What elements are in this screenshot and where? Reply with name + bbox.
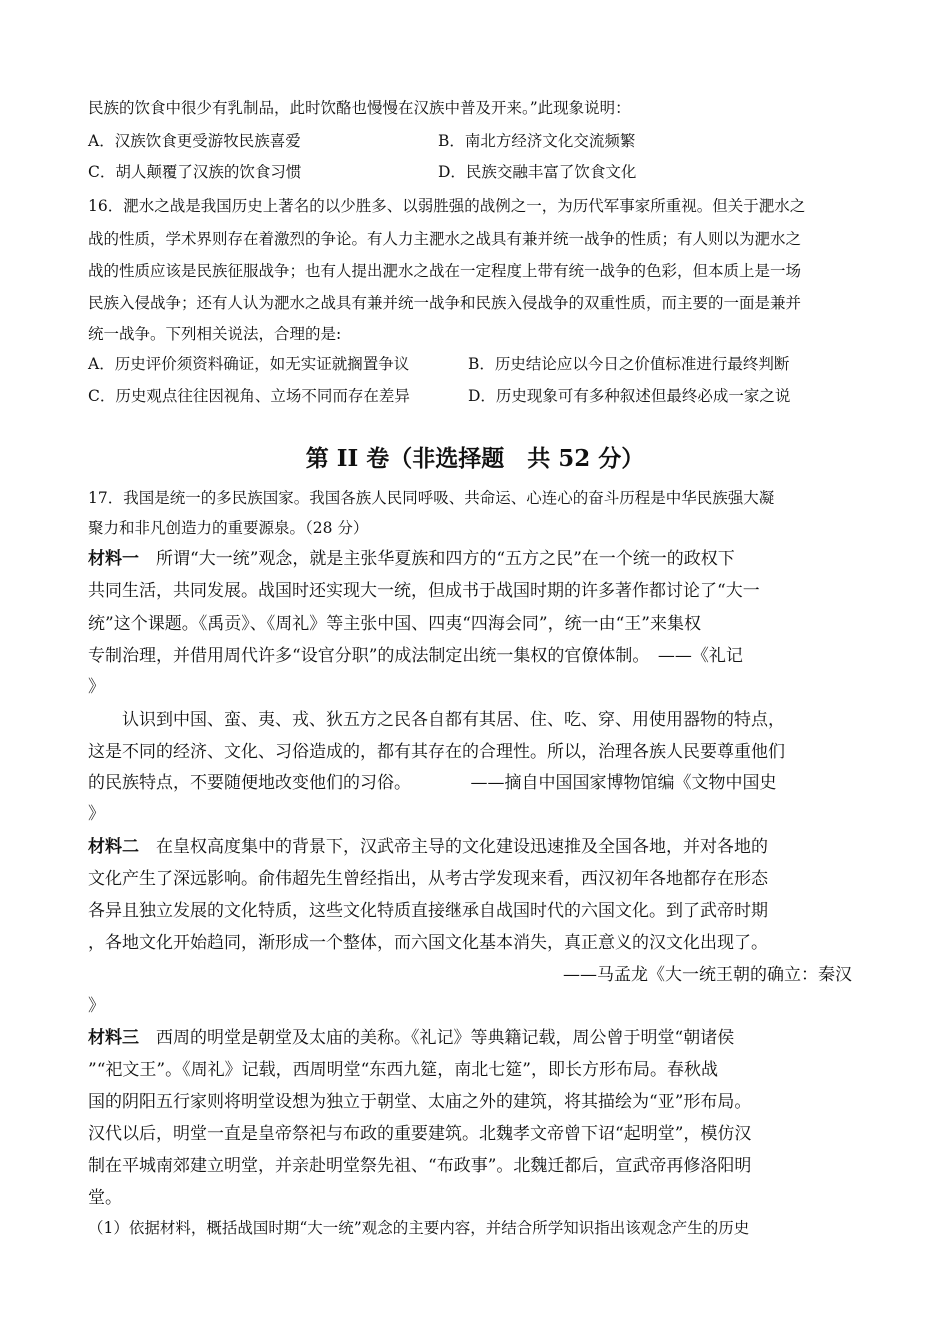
material-1-text: 所谓“大一统”观念，就是主张华夏族和四方的“五方之民”在一个统一的政权下: [139, 549, 735, 569]
material-1-line: 共同生活，共同发展。战国时还实现大一统，但成书于战国时期的许多著作都讨论了“大一: [88, 581, 760, 601]
material-1-line: 专制治理，并借用周代许多“设官分职”的成法制定出统一集权的官僚体制。 ——《礼记: [88, 646, 743, 666]
material-1-line: [88, 544, 735, 569]
material-2-line: [88, 832, 768, 857]
material-2-line: 文化产生了深远影响。俞伟超先生曾经指出，从考古学发现来看，西汉初年各地都存在形态: [88, 869, 768, 889]
q16-option-b: B．历史结论应以今日之价值标准进行最终判断: [468, 355, 790, 373]
q15-option-c: C．胡人颠覆了汉族的饮食习惯: [88, 163, 302, 181]
material-3-text: 西周的明堂是朝堂及太庙的美称。《礼记》等典籍记载，周公曾于明堂“朝诸侯: [139, 1028, 735, 1048]
material-3-line: 汉代以后，明堂一直是皇帝祭祀与布政的重要建筑。北魏孝文帝曾下诏“起明堂”，模仿汉: [88, 1124, 752, 1144]
material-1b-line: 认识到中国、蛮、夷、戎、狄五方之民各自都有其居、住、吃、穿、用使用器物的特点，: [88, 710, 785, 730]
material-2-line: 各异且独立发展的文化特质，这些文化特质直接继承自战国时代的六国文化。到了武帝时期: [88, 901, 768, 921]
material-1-line: 》: [88, 677, 105, 697]
material-3-line: ”“祀文王”。《周礼》记载，西周明堂“东西九筵，南北七筵”，即长方形布局。春秋战: [88, 1060, 718, 1080]
q15-stem-tail: 民族的饮食中很少有乳制品，此时饮酪也慢慢在汉族中普及开来。”此现象说明：: [88, 99, 631, 117]
material-3-line: 堂。: [88, 1188, 122, 1208]
q15-option-a: A．汉族饮食更受游牧民族喜爱: [88, 132, 301, 150]
material-2-label: 材料二: [88, 837, 139, 857]
material-1-line: 统”这个课题。《禹贡》、《周礼》等主张中国、四夷“四海会同”，统一由“王”来集权: [88, 614, 701, 634]
q17-sub-question-1: （1）依据材料，概括战国时期“大一统”观念的主要内容，并结合所学知识指出该观念产生的历史: [88, 1219, 750, 1237]
material-1b-line: 》: [88, 804, 105, 824]
q16-line: 统一战争。下列相关说法，合理的是:: [88, 325, 342, 343]
q15-option-d: D．民族交融丰富了饮食文化: [438, 163, 637, 181]
material-3-line: 国的阴阳五行家则将明堂设想为独立于朝堂、太庙之外的建筑，将其描绘为“亚”形布局。: [88, 1092, 752, 1112]
material-1b-line: 的民族特点，不要随便地改变他们的习俗。 ——摘自中国国家博物馆编《文物中国史: [88, 773, 777, 793]
q16-option-c: C．历史观点往往因视角、立场不同而存在差异: [88, 387, 410, 405]
material-2-source-end: 》: [88, 996, 105, 1016]
material-2-source: ——马孟龙《大一统王朝的确立：秦汉: [563, 965, 852, 985]
material-1b-line: 这是不同的经济、文化、习俗造成的，都有其存在的合理性。所以，治理各族人民要尊重他们: [88, 742, 785, 762]
material-3-line: [88, 1023, 734, 1048]
material-1-label: 材料一: [88, 549, 139, 569]
q16-option-d: D．历史现象可有多种叙述但最终必成一家之说: [468, 387, 791, 405]
material-3-line: 制在平城南郊建立明堂，并亲赴明堂祭先祖、“布政事”。北魏迁都后，宣武帝再修洛阳明: [88, 1156, 752, 1176]
q16-line: 民族入侵战争；还有人认为淝水之战具有兼并统一战争和民族入侵战争的双重性质，而主要的一面是兼并: [88, 294, 802, 312]
material-2-text: 在皇权高度集中的背景下，汉武帝主导的文化建设迅速推及全国各地，并对各地的: [139, 837, 768, 857]
q17-intro-line: 聚力和非凡创造力的重要源泉。（28 分）: [88, 519, 369, 537]
q15-option-b: B．南北方经济文化交流频繁: [438, 132, 636, 150]
q17-intro-line: 17．我国是统一的多民族国家。我国各族人民同呼吸、共命运、心连心的奋斗历程是中华民族强大凝: [88, 489, 775, 507]
material-3-label: 材料三: [88, 1028, 139, 1048]
q16-line: 战的性质，学术界则存在着激烈的争论。有人力主淝水之战具有兼并统一战争的性质；有人则以为淝水之: [88, 230, 802, 248]
q16-line: 16．淝水之战是我国历史上著名的以少胜多、以弱胜强的战例之一，为历代军事家所重视。但关于淝水之: [88, 197, 806, 215]
material-2-line: ，各地文化开始趋同，渐形成一个整体，而六国文化基本消失，真正意义的汉文化出现了。: [88, 933, 768, 953]
q16-option-a: A．历史评价须资料确证，如无实证就搁置争议: [88, 355, 410, 373]
q16-line: 战的性质应该是民族征服战争；也有人提出淝水之战在一定程度上带有统一战争的色彩，但本质上是一场: [88, 262, 802, 280]
section-title: 第 II 卷（非选择题 共 52 分）: [305, 445, 645, 472]
